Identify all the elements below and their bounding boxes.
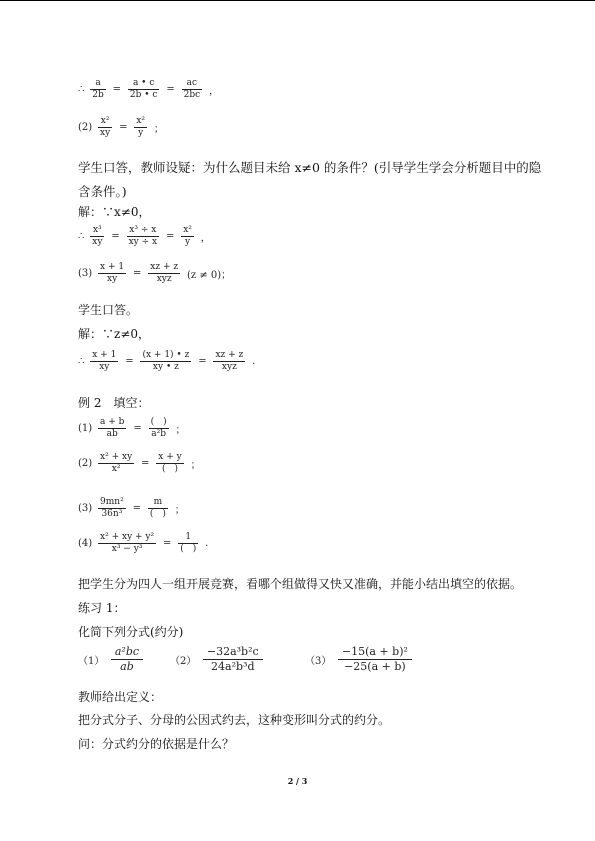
equation-3: ∴ $\frac{\text{x³}}{xy}$ = $\frac{\text{x³ ÷ x}}{xy \div x}$ = $\frac{\text{x²}}{y}$ ， [78,225,211,247]
fraction: $\frac{xz + z}{\text{xyz}}$ [215,350,244,372]
paragraph-hint: 学生口答，教师设疑：为什么题目未给 x≠0 的条件？(引导学生学会分析题目中的隐含条件。) [78,160,542,199]
therefore-symbol: ∴ [78,356,85,367]
practice-task: 化简下列分式(约分) [78,625,184,639]
fraction: $\frac{m}{( )}$ [149,497,166,519]
example-2-heading: 例 2 填空： [78,396,150,410]
item-label: （2） [170,656,197,667]
equation-1: ∴ $\frac{a}{2b}$ = $\frac{a • c}{2b • c}$ = $\frac{ac}{2bc}$ ， [78,78,219,100]
paragraph-student-answer: 学生口答。 [78,303,139,317]
item-label: （1） [78,656,105,667]
practice-problem-2 [170,645,264,674]
fraction: $\frac{a}{2b}$ [92,78,104,100]
practice-problem-3 [305,645,413,674]
item-label: （3） [305,656,332,667]
paragraph-teacher-definition: 教师给出定义： [78,690,163,704]
fraction: $\frac{\text{x²}}{xy}$ [100,116,111,138]
fraction: $\frac{\text{9mn²}}{\text{36n³}}$ [100,497,124,519]
fill-blank-1: (1) $\frac{a + b}{ab}$ = $\frac{( )}{\text{a²b}}$ ； [78,417,186,439]
therefore-symbol: ∴ [78,84,85,95]
fraction: $\frac{\text{−32a³b²c}}{\text{24a²b³d}}$ [203,645,263,674]
paragraph-question: 问：分式约分的依据是什么？ [78,737,235,751]
fraction: $\frac{a • c}{2b • c}$ [129,78,158,100]
item-label: (3) [78,503,93,514]
fill-blank-3: (3) $\frac{\text{9mn²}}{\text{36n³}}$ = $\frac{m}{( )}$ ； [78,497,185,519]
fraction: $\frac{x + 1}{xy}$ [92,350,117,372]
item-label: (4) [78,538,93,549]
fraction: $\frac{x + y}{( )}$ [158,452,182,474]
fraction: $\frac{\text{x² + xy}}{\text{x²}}$ [100,452,133,474]
fraction: $\frac{1}{( )}$ [180,532,197,554]
fraction: $\frac{xz + z}{\text{xyz}}$ [150,262,179,284]
paragraph-competition: 把学生分为四人一组开展竞赛，看哪个组做得又快又准确，并能小结出填空的依据。 [78,577,523,591]
item-label: (2) [78,458,93,469]
fraction: $\frac{x + 1}{xy}$ [100,262,125,284]
fraction: $\frac{\text{x²}}{y}$ [136,116,146,138]
item-label: (1) [78,423,93,434]
paragraph-definition: 把分式分子、分母的公因式约去，这种变形叫分式的约分。 [78,713,391,727]
fraction: $\frac{ac}{2bc}$ [183,78,201,100]
fraction: $\frac{\text{−15(a + b)²}}{-25(a + b)}$ [338,645,412,674]
equation-2: (2) $\frac{\text{x²}}{xy}$ = $\frac{\text{x²}}{y}$ ； [78,116,164,138]
solution-line-2: 解：∵z≠0， [78,327,151,341]
fill-blank-4: (4) $\frac{\text{x² + xy + y²}}{\text{x³ − y³}}$ = $\frac{1}{( )}$ . [78,532,209,554]
fraction: $\frac{(x + 1) • z}{xy • z}$ [142,350,190,372]
fraction: $\frac{\text{a²bc}}{ab}$ [111,645,143,674]
equation-4: (3) $\frac{x + 1}{xy}$ = $\frac{xz + z}{\text{xyz}}$ (z ≠ 0)； [78,262,232,284]
page-number: 2 / 3 [287,776,308,786]
item-label: (2) [78,122,93,133]
practice-problem-1 [78,645,144,674]
item-label: (3) [78,268,93,279]
therefore-symbol: ∴ [78,231,85,242]
solution-line-1: 解：∵x≠0， [78,205,151,219]
fraction: $\frac{( )}{\text{a²b}}$ [150,417,167,439]
fraction: $\frac{\text{x²}}{y}$ [183,225,192,247]
practice-heading: 练习 1： [78,601,126,615]
fraction: $\frac{\text{x² + xy + y²}}{\text{x³ − y³}}$ [100,532,155,554]
fraction: $\frac{\text{x³}}{xy}$ [92,225,103,247]
fill-blank-2: (2) $\frac{\text{x² + xy}}{\text{x²}}$ = $\frac{x + y}{( )}$ ； [78,452,201,474]
fraction: $\frac{\text{x³ ÷ x}}{xy \div x}$ [128,225,158,247]
fraction: $\frac{a + b}{ab}$ [100,417,125,439]
equation-5: ∴ $\frac{x + 1}{xy}$ = $\frac{(x + 1) • z}{xy • z}$ = $\frac{xz + z}{\text{xyz}}$ . [78,350,256,372]
header-rule [0,0,595,1]
